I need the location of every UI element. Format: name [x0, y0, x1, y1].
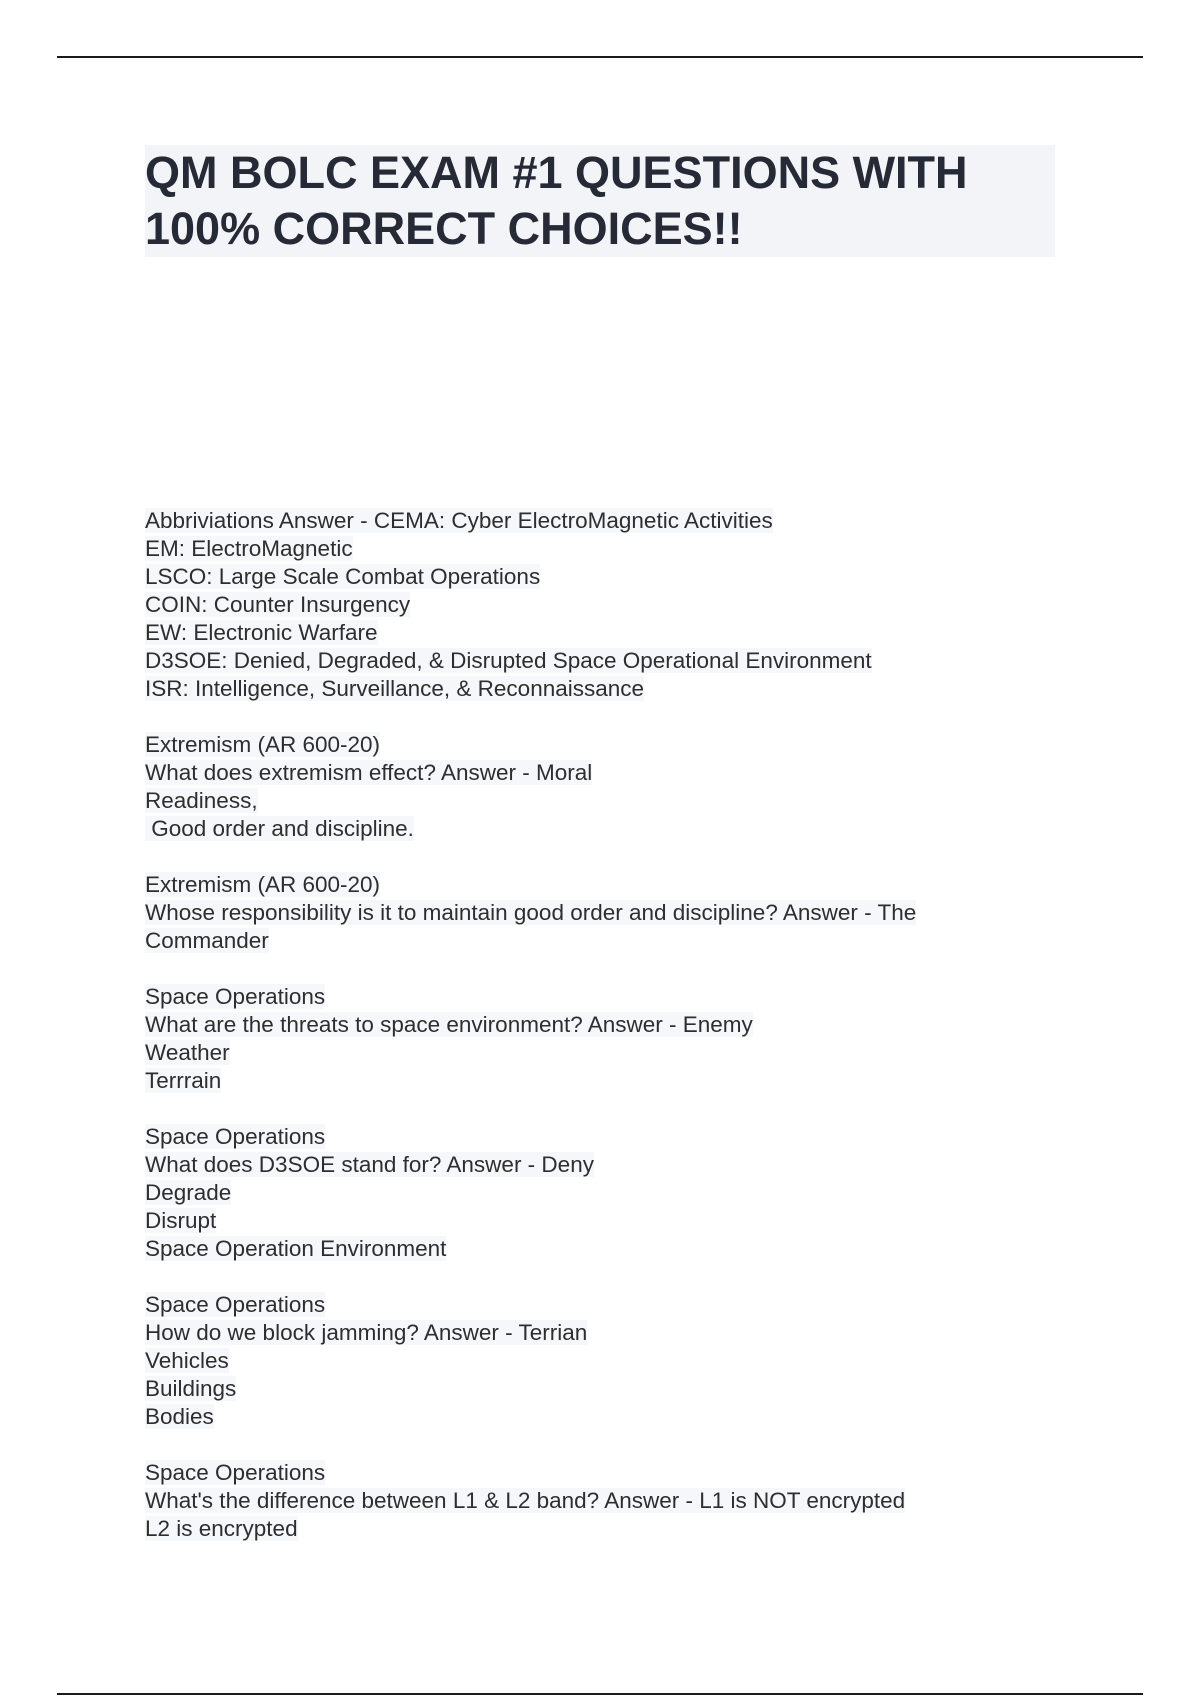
qa-text-line [145, 1347, 1085, 1375]
qa-line-text: How do we block jamming? Answer - Terrian [145, 1320, 588, 1345]
qa-line-text: Space Operations [145, 1460, 326, 1485]
qa-text-line [145, 675, 1085, 703]
qa-line-text: What does D3SOE stand for? Answer - Deny [145, 1152, 594, 1177]
qa-item [145, 731, 1085, 843]
qa-line-text: Good order and discipline. [145, 816, 414, 841]
qa-line-text: LSCO: Large Scale Combat Operations [145, 564, 541, 589]
qa-line-text: Terrrain [145, 1068, 222, 1093]
qa-item [145, 1459, 1085, 1543]
qa-line-text: EM: ElectroMagnetic [145, 536, 353, 561]
qa-line-text: EW: Electronic Warfare [145, 620, 378, 645]
qa-line-text: Extremism (AR 600-20) [145, 872, 381, 897]
qa-line-text: Weather [145, 1040, 230, 1065]
qa-text-line [145, 591, 1085, 619]
qa-topic-line [145, 507, 1085, 535]
question-answer-list [145, 507, 1085, 1571]
qa-text-line [145, 1319, 1085, 1347]
qa-text-line [145, 563, 1085, 591]
qa-text-line [145, 1207, 1085, 1235]
qa-text-line [145, 1403, 1085, 1431]
title-line-2: 100% CORRECT CHOICES!! [145, 203, 743, 254]
qa-line-text: ISR: Intelligence, Surveillance, & Reconnaissance [145, 676, 645, 701]
top-rule [57, 56, 1143, 58]
qa-text-line [145, 619, 1085, 647]
qa-line-text: Whose responsibility is it to maintain good order and discipline? Answer - The [145, 900, 917, 925]
qa-item [145, 1123, 1085, 1263]
qa-text-line [145, 647, 1085, 675]
qa-text-line [145, 1067, 1085, 1095]
qa-line-text: L2 is encrypted [145, 1516, 298, 1541]
qa-text-line [145, 1515, 1085, 1543]
qa-topic-line [145, 871, 1085, 899]
qa-line-text: What does extremism effect? Answer - Moral [145, 760, 593, 785]
qa-item [145, 507, 1085, 703]
qa-line-text: COIN: Counter Insurgency [145, 592, 411, 617]
qa-topic-line [145, 1459, 1085, 1487]
qa-line-text: Commander [145, 928, 269, 953]
qa-text-line [145, 927, 1085, 955]
qa-topic-line [145, 983, 1085, 1011]
qa-line-text: Space Operations [145, 984, 326, 1009]
qa-topic-line [145, 1291, 1085, 1319]
qa-line-text: D3SOE: Denied, Degraded, & Disrupted Space Operational Environment [145, 648, 872, 673]
qa-text-line [145, 1151, 1085, 1179]
qa-text-line [145, 1039, 1085, 1067]
title-line-1: QM BOLC EXAM #1 QUESTIONS WITH [145, 147, 968, 198]
qa-item [145, 983, 1085, 1095]
qa-line-text: Extremism (AR 600-20) [145, 732, 381, 757]
qa-topic-line [145, 731, 1085, 759]
qa-line-text: Vehicles [145, 1348, 229, 1373]
qa-text-line [145, 1235, 1085, 1263]
document-title [145, 145, 1055, 257]
qa-line-text: Degrade [145, 1180, 232, 1205]
qa-item [145, 871, 1085, 955]
qa-line-text: What's the difference between L1 & L2 band? Answer - L1 is NOT encrypted [145, 1488, 906, 1513]
qa-text-line [145, 1011, 1085, 1039]
qa-line-text: Bodies [145, 1404, 214, 1429]
qa-text-line [145, 1487, 1085, 1515]
qa-line-text: Buildings [145, 1376, 237, 1401]
qa-line-text: Space Operations [145, 1292, 326, 1317]
qa-line-text: What are the threats to space environment? Answer - Enemy [145, 1012, 753, 1037]
qa-text-line [145, 535, 1085, 563]
qa-line-text: Abbriviations Answer - CEMA: Cyber ElectroMagnetic Activities [145, 508, 773, 533]
qa-topic-line [145, 1123, 1085, 1151]
qa-text-line [145, 815, 1085, 843]
bottom-rule [57, 1693, 1143, 1695]
qa-text-line [145, 1375, 1085, 1403]
qa-text-line [145, 759, 1085, 787]
qa-line-text: Disrupt [145, 1208, 217, 1233]
qa-line-text: Space Operations [145, 1124, 326, 1149]
qa-text-line [145, 1179, 1085, 1207]
qa-item [145, 1291, 1085, 1431]
qa-text-line [145, 787, 1085, 815]
qa-text-line [145, 899, 1085, 927]
qa-line-text: Space Operation Environment [145, 1236, 447, 1261]
qa-line-text: Readiness, [145, 788, 258, 813]
